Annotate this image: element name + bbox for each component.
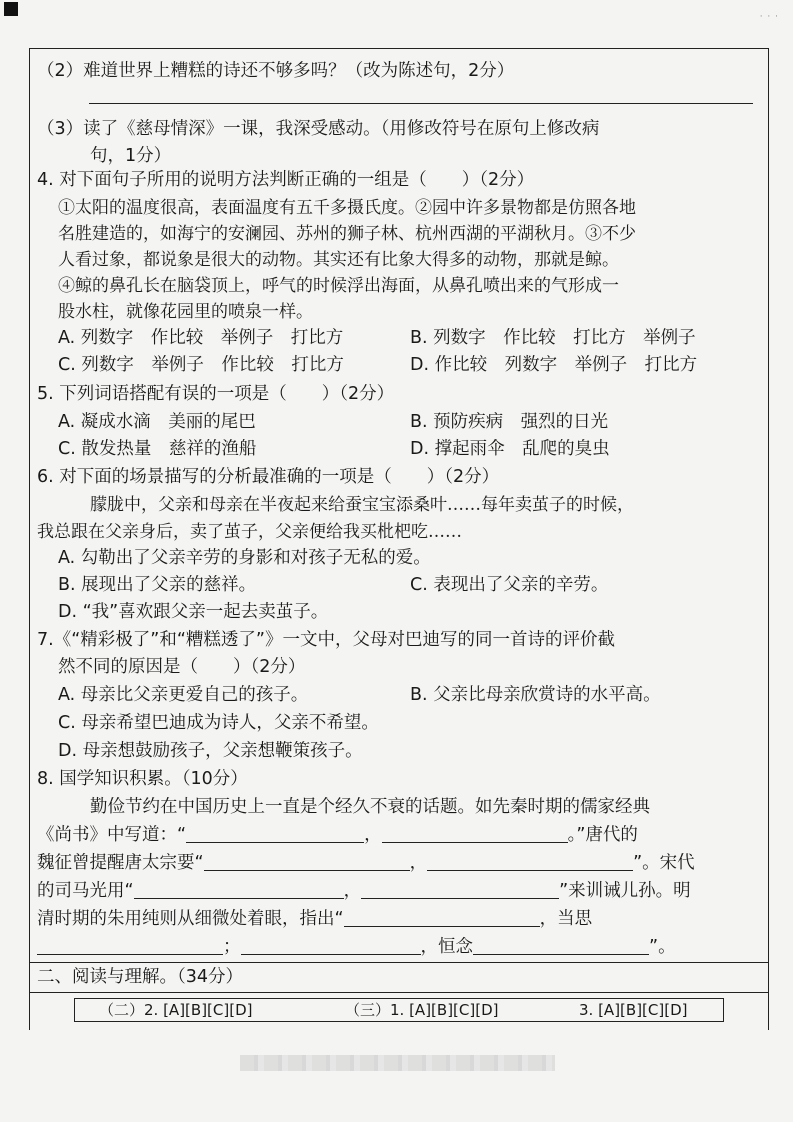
fill-blank[interactable] [134,880,344,899]
q4-passage-line: ①太阳的温度很高，表面温度有五千多摄氏度。②园中许多景物都是仿照各地 [58,198,636,218]
fill-blank[interactable] [204,852,410,871]
fill-blank[interactable] [473,936,649,955]
q4-passage-line: ④鲸的鼻孔长在脑袋顶上，呼气的时候浮出海面，从鼻孔喷出来的气形成一 [58,276,619,296]
fill-blank[interactable] [382,824,568,843]
q7-option-d[interactable]: D. 母亲想鼓励孩子，父亲想鞭策孩子。 [58,741,363,761]
q8-text: ”。 [649,937,676,957]
fill-blank[interactable] [37,936,223,955]
q5-stem: 5. 下列词语搭配有误的一项是（ ）（2分） [37,384,395,404]
q7-option-b[interactable]: B. 父亲比母亲欣赏诗的水平高。 [410,685,661,705]
q4-option-d[interactable]: D. 作比较 列数字 举例子 打比方 [410,355,698,375]
q4-passage-line: 股水柱，就像花园里的喷泉一样。 [58,302,313,322]
q8-line2 [37,822,638,848]
answer-bubbles-2-2[interactable]: （二）2. [A][B][C][D] [99,1001,253,1019]
q8-text: 清时期的朱用纯则从细微处着眼，指出“ [37,909,344,929]
q7-line2: 然不同的原因是（ ）（2分） [58,657,306,677]
answer-card-box [74,998,724,1022]
q4-stem: 4. 对下面句子所用的说明方法判断正确的一组是（ ）（2分） [37,170,535,190]
q8-text: ”来训诫儿孙。明 [559,881,691,901]
answer-bubbles-3-3[interactable]: 3. [A][B][C][D] [579,1001,688,1019]
corner-registration-mark [4,2,18,16]
q2-text: （2）难道世界上糟糕的诗还不够多吗？（改为陈述句，2分） [37,61,515,81]
fill-blank[interactable] [427,852,633,871]
q8-text: ”。宋代 [633,853,695,873]
q8-text: 魏征曾提醒唐太宗要“ [37,853,204,873]
q3-line2: 句，1分） [90,146,172,166]
q6-passage-line: 我总跟在父亲身后，卖了茧子，父亲便给我买枇杷吃…… [37,522,462,542]
q6-option-a[interactable]: A. 勾勒出了父亲辛劳的身影和对孩子无私的爱。 [58,548,431,568]
blurred-watermark [240,1055,555,1071]
q6-passage-line: 朦胧中，父亲和母亲在半夜起来给蚕宝宝添桑叶……每年卖茧子的时候， [90,495,634,515]
q4-option-a[interactable]: A. 列数字 作比较 举例子 打比方 [58,328,344,348]
q8-text: 。”唐代的 [567,825,638,845]
q7-option-c[interactable]: C. 母亲希望巴迪成为诗人，父亲不希望。 [58,713,379,733]
q4-passage-line: 人看过象，都说象是很大的动物。其实还有比象大得多的动物，那就是鲸。 [58,250,619,270]
q8-text: ，当思 [539,909,593,929]
q8-text: 的司马光用“ [37,881,134,901]
q5-option-a[interactable]: A. 凝成水滴 美丽的尾巴 [58,412,256,432]
q4-option-c[interactable]: C. 列数字 举例子 作比较 打比方 [58,355,344,375]
q8-stem: 8. 国学知识积累。（10分） [37,769,248,789]
section2-title: 二、阅读与理解。（34分） [37,967,244,987]
q5-option-b[interactable]: B. 预防疾病 强烈的日光 [410,412,609,432]
corner-dots: · · · [759,12,779,22]
q7-line1: 7.《“精彩极了”和“糟糕透了”》一文中，父母对巴迪写的同一首诗的评价截 [37,630,615,650]
q3-line1: （3）读了《慈母情深》一课，我深受感动。（用修改符号在原句上修改病 [37,119,600,139]
fill-blank[interactable] [186,824,364,843]
q8-line3 [37,850,695,876]
section-divider [29,992,769,993]
q8-line5 [37,906,592,932]
q8-text: ，恒念 [420,937,473,957]
q6-option-b[interactable]: B. 展现出了父亲的慈祥。 [58,575,257,595]
q5-option-c[interactable]: C. 散发热量 慈祥的渔船 [58,439,257,459]
q8-text: ， [364,825,382,845]
q8-text: ， [409,853,428,873]
q6-option-c[interactable]: C. 表现出了父亲的辛劳。 [410,575,609,595]
answer-bubbles-3-1[interactable]: （三）1. [A][B][C][D] [345,1001,499,1019]
q5-option-d[interactable]: D. 撑起雨伞 乱爬的臭虫 [410,439,610,459]
fill-blank[interactable] [344,908,540,927]
q6-stem: 6. 对下面的场景描写的分析最准确的一项是（ ）（2分） [37,467,500,487]
q8-text: 《尚书》中写道：“ [37,825,187,845]
q6-option-d[interactable]: D. “我”喜欢跟父亲一起去卖茧子。 [58,602,329,622]
q8-text: ； [223,937,241,957]
q8-line4 [37,878,691,904]
q4-option-b[interactable]: B. 列数字 作比较 打比方 举例子 [410,328,696,348]
q8-line1: 勤俭节约在中国历史上一直是个经久不衰的话题。如先秦时期的儒家经典 [90,797,650,817]
q4-passage-line: 名胜建造的，如海宁的安澜园、苏州的狮子林、杭州西湖的平湖秋月。③不少 [58,224,636,244]
fill-blank[interactable] [241,936,421,955]
fill-blank[interactable] [361,880,559,899]
section-divider [29,962,769,963]
q2-answer-line[interactable] [89,103,753,104]
q8-text: ， [343,881,362,901]
q8-line6 [37,934,676,960]
q7-option-a[interactable]: A. 母亲比父亲更爱自己的孩子。 [58,685,309,705]
